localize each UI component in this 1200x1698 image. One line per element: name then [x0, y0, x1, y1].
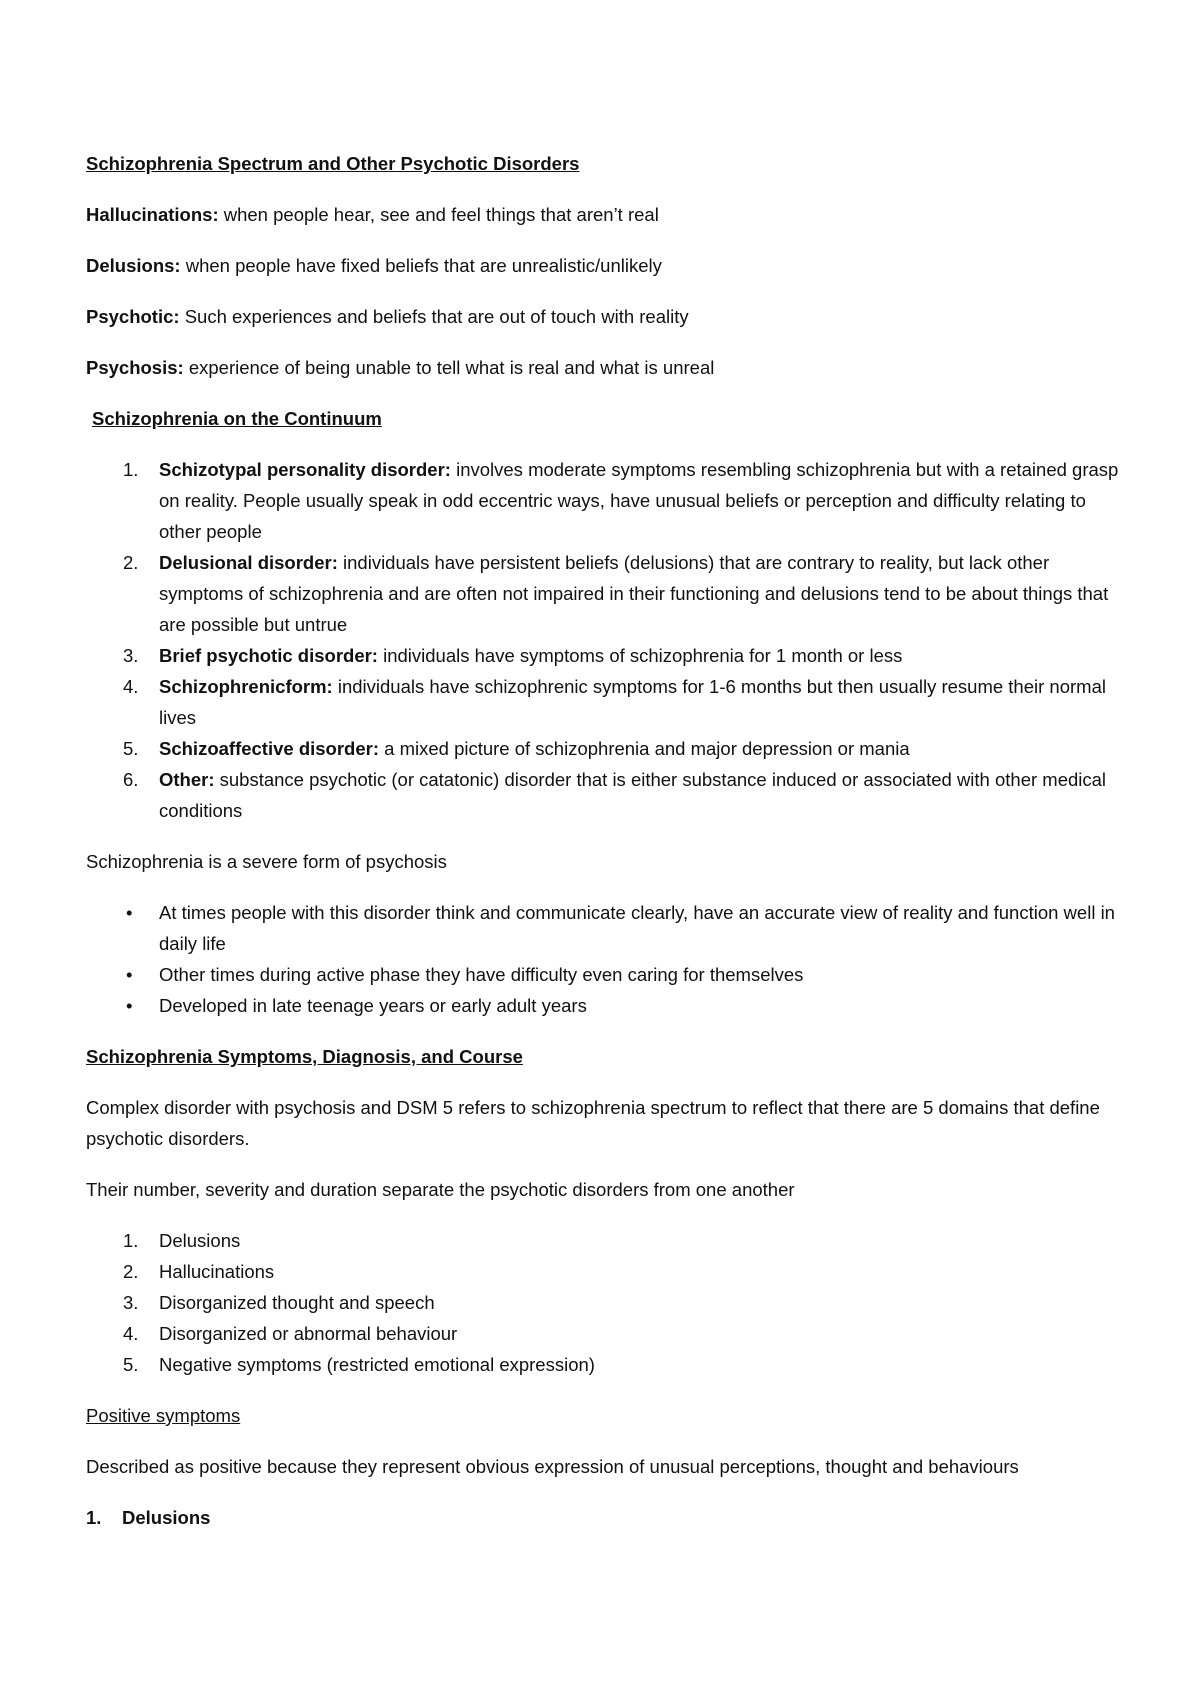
list-number: 3. — [123, 645, 139, 666]
list-item — [86, 1287, 1126, 1318]
positive-heading: Positive symptoms — [86, 1405, 241, 1426]
bullet-icon: • — [126, 964, 133, 985]
list-item — [86, 1318, 1126, 1349]
symptoms-heading: Schizophrenia Symptoms, Diagnosis, and Course — [86, 1046, 523, 1067]
bullet-icon: • — [126, 995, 133, 1016]
list-item-text: Other times during active phase they have difficulty even caring for themselves — [159, 964, 804, 985]
definition-text: when people hear, see and feel things that aren’t real — [218, 204, 659, 225]
list-item-text: Delusions — [159, 1230, 241, 1251]
list-item — [86, 733, 1126, 764]
document-content — [86, 148, 1126, 1533]
list-item-term: Schizoaffective disorder: — [159, 738, 380, 759]
list-number: 1. — [86, 1507, 102, 1528]
continuum-heading: Schizophrenia on the Continuum — [92, 408, 382, 429]
definition-text: Such experiences and beliefs that are out of touch with reality — [179, 306, 689, 327]
definition-term: Delusions: — [86, 255, 181, 276]
definition-psychotic — [86, 301, 1126, 332]
list-item-text: At times people with this disorder think and communicate clearly, have an accurate view of reality and function well in daily life — [159, 902, 1115, 954]
definition-term: Psychosis: — [86, 357, 184, 378]
list-number: 2. — [123, 1261, 139, 1282]
definition-hallucinations — [86, 199, 1126, 230]
positive-first-item — [86, 1502, 1126, 1533]
list-item-term: Other: — [159, 769, 215, 790]
list-item — [86, 547, 1126, 640]
list-item-term: Delusional disorder: — [159, 552, 338, 573]
definition-term: Hallucinations: — [86, 204, 219, 225]
list-item — [86, 959, 1126, 990]
list-number: 1. — [123, 1230, 139, 1251]
list-item-text: individuals have persistent beliefs (delusions) that are contrary to reality, but lack other symptoms of schizophrenia and are often not impaired in their functioning and delusions tend to be about things that are possible but untrue — [159, 552, 1109, 635]
list-item — [86, 454, 1126, 547]
list-item — [86, 1225, 1126, 1256]
list-item-text: Developed in late teenage years or early adult years — [159, 995, 587, 1016]
list-number: 5. — [123, 1354, 139, 1375]
list-item-text: individuals have schizophrenic symptoms for 1-6 months but then usually resume their normal lives — [159, 676, 1106, 728]
list-item — [86, 764, 1126, 826]
list-item-text: Hallucinations — [159, 1261, 275, 1282]
list-item-text: Delusions — [122, 1507, 211, 1528]
definition-term: Psychotic: — [86, 306, 180, 327]
list-item-text: involves moderate symptoms resembling schizophrenia but with a retained grasp on reality. People usually speak in odd eccentric ways, have unusual beliefs or perception and difficulty relating to other people — [159, 459, 1119, 542]
severe-bullet-list — [86, 897, 1126, 1021]
list-item-text: Disorganized or abnormal behaviour — [159, 1323, 458, 1344]
list-item-term: Brief psychotic disorder: — [159, 645, 378, 666]
list-item-term: Schizophrenicform: — [159, 676, 333, 697]
severe-intro: Schizophrenia is a severe form of psychosis — [86, 851, 447, 872]
positive-paragraph: Described as positive because they represent obvious expression of unusual perceptions, thought and behaviours — [86, 1456, 1019, 1477]
list-item-text: a mixed picture of schizophrenia and major depression or mania — [379, 738, 910, 759]
definition-delusions — [86, 250, 1126, 281]
list-item — [86, 1349, 1126, 1380]
domains-list — [86, 1225, 1126, 1380]
list-item — [86, 990, 1126, 1021]
definition-text: when people have fixed beliefs that are unrealistic/unlikely — [180, 255, 662, 276]
symptoms-paragraph: Complex disorder with psychosis and DSM 5 refers to schizophrenia spectrum to reflect that there are 5 domains that define psychotic disorders. — [86, 1097, 1100, 1149]
page-title: Schizophrenia Spectrum and Other Psychotic Disorders — [86, 153, 580, 174]
list-item — [86, 1256, 1126, 1287]
continuum-list — [86, 454, 1126, 826]
symptoms-paragraph: Their number, severity and duration separate the psychotic disorders from one another — [86, 1179, 795, 1200]
definition-psychosis — [86, 352, 1126, 383]
list-number: 2. — [123, 552, 139, 573]
list-item-term: Schizotypal personality disorder: — [159, 459, 451, 480]
list-number: 4. — [123, 1323, 139, 1344]
bullet-icon: • — [126, 902, 133, 923]
list-number: 1. — [123, 459, 139, 480]
list-item-text: Disorganized thought and speech — [159, 1292, 435, 1313]
definition-text: experience of being unable to tell what is real and what is unreal — [183, 357, 715, 378]
list-item-text: substance psychotic (or catatonic) disorder that is either substance induced or associated with other medical conditions — [159, 769, 1107, 821]
list-item — [86, 640, 1126, 671]
list-item — [86, 671, 1126, 733]
list-number: 5. — [123, 738, 139, 759]
list-number: 6. — [123, 769, 139, 790]
list-number: 3. — [123, 1292, 139, 1313]
list-item-text: Negative symptoms (restricted emotional expression) — [159, 1354, 595, 1375]
list-item — [86, 897, 1126, 959]
list-number: 4. — [123, 676, 139, 697]
list-item-text: individuals have symptoms of schizophrenia for 1 month or less — [377, 645, 903, 666]
